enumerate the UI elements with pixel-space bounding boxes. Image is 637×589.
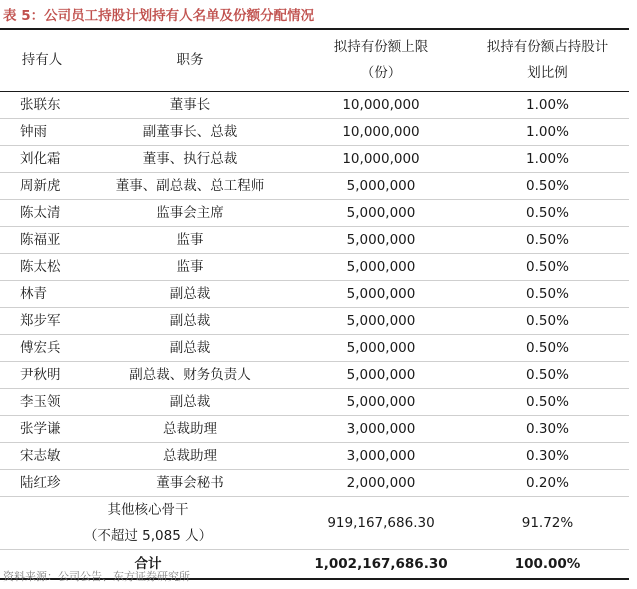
table-header	[0, 29, 629, 91]
header-ratio-line1: 拟持有份额占持股计	[486, 39, 609, 56]
shares-cell: 3,000,000	[296, 415, 466, 442]
table-row	[0, 118, 629, 145]
ratio-cell: 0.30%	[466, 415, 629, 442]
position-cell: 董事长	[84, 91, 296, 118]
table-row	[0, 415, 629, 442]
ratio-cell: 0.50%	[466, 199, 629, 226]
position-cell: 董事、副总裁、总工程师	[84, 172, 296, 199]
header-ratio	[466, 29, 629, 91]
ratio-cell: 0.50%	[466, 361, 629, 388]
holder-name-cell: 陈太清	[0, 199, 84, 226]
total-label: 合计	[0, 549, 296, 579]
other-label	[0, 496, 296, 549]
shares-cell: 5,000,000	[296, 253, 466, 280]
position-cell: 副总裁、财务负责人	[84, 361, 296, 388]
header-ratio-line2: 划比例	[527, 65, 568, 82]
table-row	[0, 388, 629, 415]
shares-cell: 5,000,000	[296, 199, 466, 226]
position-cell: 副总裁	[84, 388, 296, 415]
header-shares	[296, 29, 466, 91]
header-shares-line2: （份）	[360, 65, 402, 82]
shares-cell: 10,000,000	[296, 145, 466, 172]
ratio-cell: 1.00%	[466, 145, 629, 172]
shares-cell: 5,000,000	[296, 172, 466, 199]
holder-name-cell: 陈太松	[0, 253, 84, 280]
position-cell: 副总裁	[84, 280, 296, 307]
ratio-cell: 0.30%	[466, 442, 629, 469]
other-ratio: 91.72%	[466, 496, 629, 549]
ratio-cell: 0.50%	[466, 226, 629, 253]
table-row	[0, 442, 629, 469]
holder-name-cell: 郑步军	[0, 307, 84, 334]
position-cell: 副总裁	[84, 307, 296, 334]
other-shares: 919,167,686.30	[296, 496, 466, 549]
table-body	[0, 91, 629, 579]
ratio-cell: 0.50%	[466, 172, 629, 199]
table-row	[0, 91, 629, 118]
shares-cell: 5,000,000	[296, 226, 466, 253]
holder-name-cell: 陆红珍	[0, 469, 84, 496]
shares-cell: 5,000,000	[296, 388, 466, 415]
table-row	[0, 145, 629, 172]
shares-cell: 10,000,000	[296, 118, 466, 145]
other-label-line1: 其他核心骨干	[107, 501, 189, 518]
holder-name-cell: 钟雨	[0, 118, 84, 145]
holder-name-cell: 张学谦	[0, 415, 84, 442]
shares-cell: 3,000,000	[296, 442, 466, 469]
holder-name-cell: 张联东	[0, 91, 84, 118]
header-shares-line1: 拟持有份额上限	[333, 39, 429, 56]
other-label-line2: （不超过 5,085 人）	[83, 527, 213, 544]
table-row	[0, 172, 629, 199]
ratio-cell: 0.50%	[466, 388, 629, 415]
source-note: 资料来源：公司公告、东方证券研究所	[3, 570, 190, 583]
table-row	[0, 226, 629, 253]
header-holder: 持有人	[21, 52, 63, 69]
holder-table	[0, 28, 629, 580]
position-cell: 监事	[84, 253, 296, 280]
position-cell: 总裁助理	[84, 442, 296, 469]
table-row	[0, 361, 629, 388]
total-shares: 1,002,167,686.30	[296, 549, 466, 579]
holder-name-cell: 傅宏兵	[0, 334, 84, 361]
ratio-cell: 0.20%	[466, 469, 629, 496]
other-core-row	[0, 496, 629, 549]
shares-cell: 5,000,000	[296, 307, 466, 334]
position-cell: 副董事长、总裁	[84, 118, 296, 145]
table-row	[0, 253, 629, 280]
table-row	[0, 334, 629, 361]
holder-name-cell: 尹秋明	[0, 361, 84, 388]
position-cell: 监事会主席	[84, 199, 296, 226]
table-title: 表 5：公司员工持股计划持有人名单及份额分配情况	[3, 8, 315, 24]
holder-name-cell: 林青	[0, 280, 84, 307]
position-cell: 董事、执行总裁	[84, 145, 296, 172]
shares-cell: 5,000,000	[296, 361, 466, 388]
table-row	[0, 469, 629, 496]
position-cell: 董事会秘书	[84, 469, 296, 496]
ratio-cell: 0.50%	[466, 280, 629, 307]
shares-cell: 5,000,000	[296, 280, 466, 307]
shares-cell: 2,000,000	[296, 469, 466, 496]
header-position: 职务	[176, 52, 204, 69]
holder-name-cell: 宋志敏	[0, 442, 84, 469]
table-row	[0, 199, 629, 226]
ratio-cell: 0.50%	[466, 334, 629, 361]
ratio-cell: 1.00%	[466, 91, 629, 118]
holder-name-cell: 陈福亚	[0, 226, 84, 253]
ratio-cell: 0.50%	[466, 253, 629, 280]
holder-name-cell: 刘化霜	[0, 145, 84, 172]
shares-cell: 5,000,000	[296, 334, 466, 361]
shares-cell: 10,000,000	[296, 91, 466, 118]
ratio-cell: 1.00%	[466, 118, 629, 145]
holder-name-cell: 周新虎	[0, 172, 84, 199]
position-cell: 副总裁	[84, 334, 296, 361]
table-row	[0, 280, 629, 307]
position-cell: 监事	[84, 226, 296, 253]
position-cell: 总裁助理	[84, 415, 296, 442]
total-ratio: 100.00%	[466, 549, 629, 579]
table-row	[0, 307, 629, 334]
ratio-cell: 0.50%	[466, 307, 629, 334]
holder-name-cell: 李玉领	[0, 388, 84, 415]
